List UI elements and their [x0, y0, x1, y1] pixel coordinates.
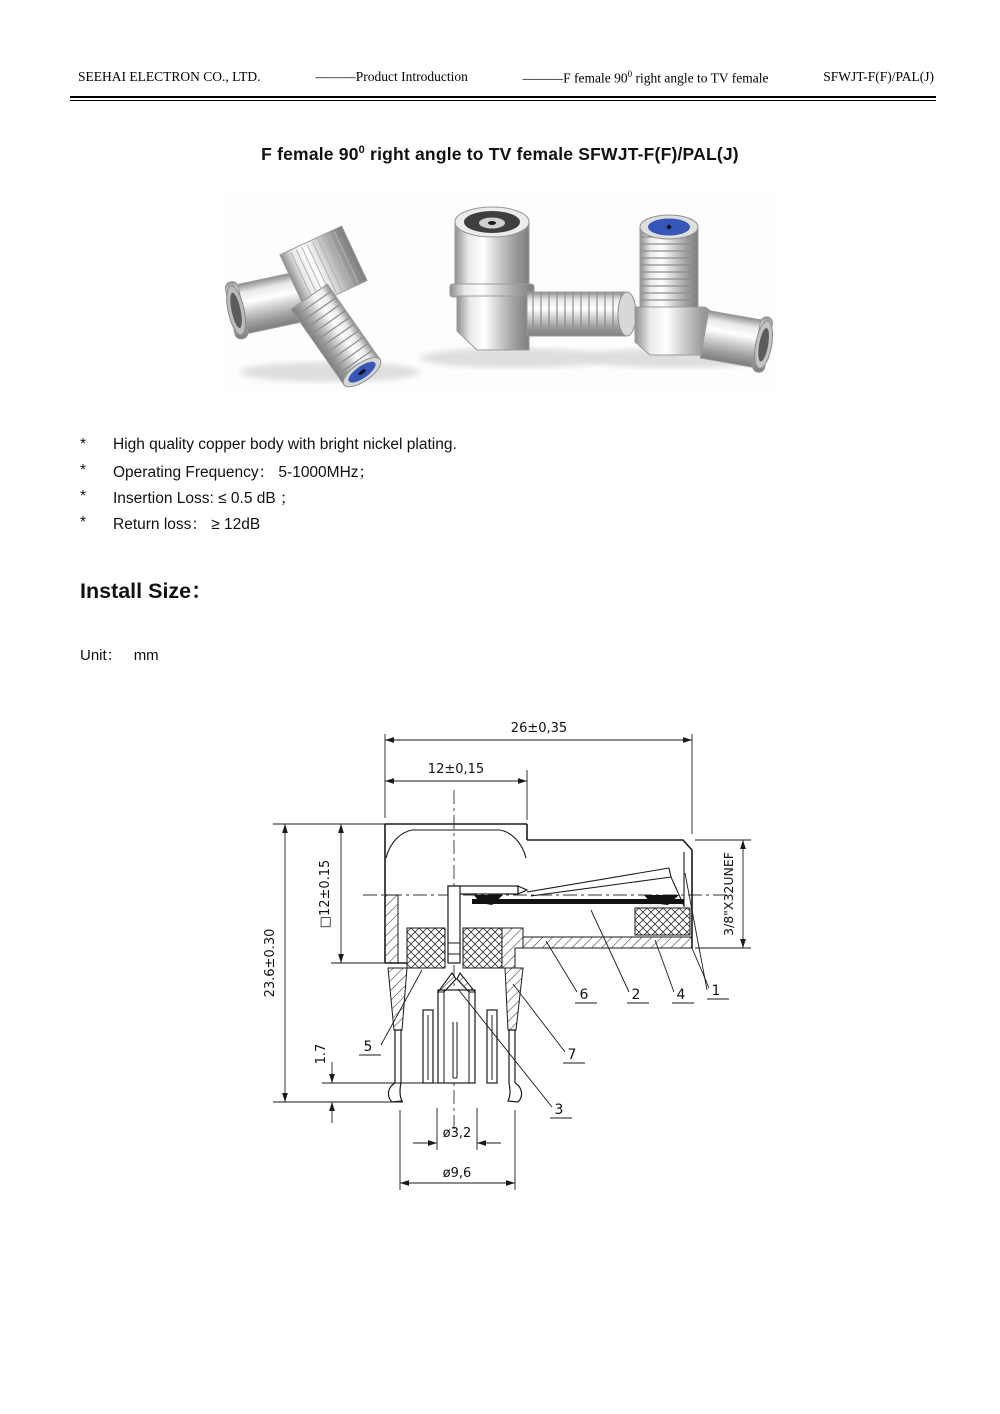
- feature-text: High quality copper body with bright nickel plating.: [113, 436, 457, 453]
- dim-barrel-diameter: ø9,6: [442, 1166, 472, 1181]
- install-size-heading: Install Size：: [80, 579, 213, 603]
- body-block: [457, 296, 529, 350]
- bullet-asterisk: *: [80, 462, 87, 479]
- technical-drawing: [255, 700, 765, 1210]
- part-label-5: 5: [363, 1039, 373, 1055]
- dim-thread-spec: 3/8"X32UNEF: [721, 852, 736, 936]
- bullet-asterisk: *: [80, 488, 87, 505]
- feature-text: Insertion Loss: ≤ 0.5 dB ；: [113, 490, 296, 507]
- product-photo: [225, 190, 775, 390]
- header-model: SFWJT-F(F)/PAL(J): [823, 69, 934, 84]
- unit-label: Unit： mm: [80, 647, 159, 664]
- part-label-2: 2: [631, 987, 641, 1003]
- feature-item: [80, 432, 457, 458]
- bullet-asterisk: *: [80, 514, 87, 531]
- dim-lip: 1.7: [314, 1043, 329, 1065]
- part-label-4: 4: [676, 987, 686, 1003]
- bullet-asterisk: *: [80, 436, 87, 453]
- header-rule-thin: [70, 100, 936, 101]
- product-photo-svg: [225, 190, 775, 390]
- header-rule-thick: [70, 96, 936, 98]
- body-detail: [386, 830, 684, 907]
- part-label-7: 7: [567, 1047, 577, 1063]
- feature-text: Return loss： ≥ 12dB: [113, 516, 261, 533]
- feature-text: Operating Frequency： 5-1000MHz；: [113, 464, 375, 481]
- dim-pin-diameter: ø3,2: [442, 1126, 472, 1141]
- part-label-6: 6: [579, 987, 589, 1003]
- header-section: ———Product Introduction: [315, 69, 468, 84]
- f-female-barrel: [640, 215, 698, 309]
- feature-item: [80, 484, 457, 510]
- install-size-drawing: [255, 700, 765, 1210]
- page-header: [78, 69, 934, 87]
- feature-item: [80, 458, 457, 484]
- header-company: SEEHAI ELECTRON CO., LTD.: [78, 69, 261, 84]
- page-title: F female $90^0$ right angle to TV female SFWJT-F(F)/PAL(J): [261, 144, 739, 164]
- f-threaded-barrel: [527, 292, 636, 336]
- dim-total-height: 23.6±0.30: [263, 928, 278, 998]
- features-list: [80, 432, 457, 536]
- dim-square-height: □12±0.15: [318, 859, 333, 929]
- shadow: [420, 348, 610, 368]
- dim-top-width: 12±0,15: [427, 762, 485, 777]
- header-product: ———F female $90^0$ right angle to TV female: [522, 69, 769, 86]
- dim-total-width: 26±0,35: [510, 721, 568, 736]
- part-label-3: 3: [554, 1102, 564, 1118]
- part-label-1: 1: [711, 983, 721, 999]
- feature-item: [80, 510, 457, 536]
